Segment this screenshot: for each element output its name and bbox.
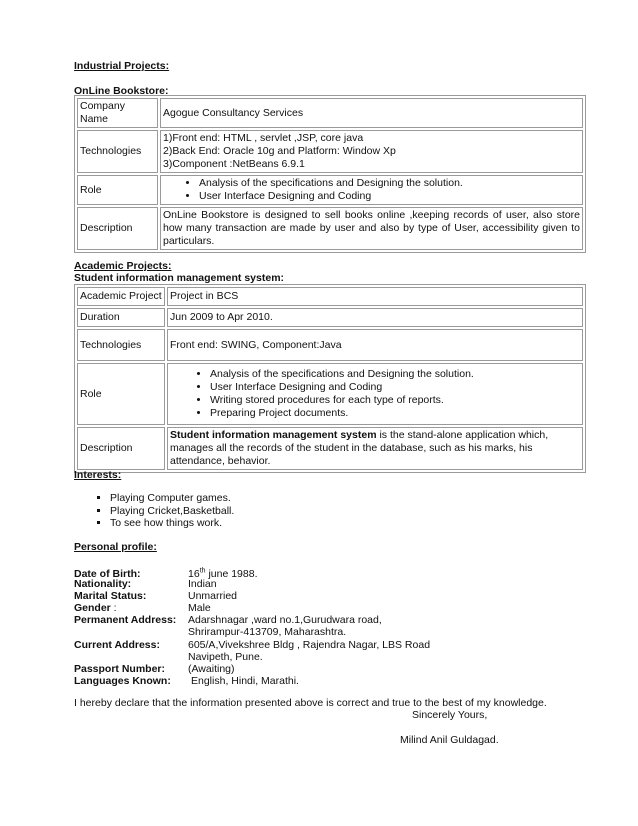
description-value: OnLine Bookstore is designed to sell books online ,keeping records of user, also store how many transaction are made by user and also by type of User, accessibility given to particulars.: [160, 207, 583, 250]
nationality-row: [74, 578, 217, 590]
gender-row: [74, 602, 211, 614]
description-project-name: Student information management system: [170, 429, 377, 441]
marital-status-value: Unmarried: [188, 590, 238, 602]
table-row: [77, 175, 583, 205]
academic-project-title: Student information management system:: [74, 272, 285, 284]
regards: Sincerely Yours,: [412, 709, 488, 721]
role-label: Role: [77, 175, 158, 205]
interests-heading: Interests:: [74, 469, 122, 481]
dob-rest: june 1988.: [205, 567, 258, 580]
description-value: [167, 427, 583, 470]
academic-project-value: Project in BCS: [167, 287, 583, 306]
current-address-label: Current Address:: [74, 639, 160, 651]
industrial-project-title: OnLine Bookstore:: [74, 85, 169, 97]
permanent-address-line2: Shrirampur-413709, Maharashtra.: [188, 626, 347, 639]
passport-value: (Awaiting): [188, 663, 235, 675]
permanent-address-line1: Adarshnagar ,ward no.1,Gurudwara road,: [188, 614, 382, 626]
duration-label: Duration: [77, 308, 165, 327]
description-label: Description: [77, 427, 165, 470]
industrial-project-table: [74, 95, 586, 253]
industrial-projects-heading: Industrial Projects:: [74, 60, 170, 72]
current-address-line1: 605/A,Vivekshree Bldg , Rajendra Nagar, LBS Road: [188, 639, 431, 651]
list-item: • Analysis of the specifications and Designing the solution.: [210, 368, 580, 381]
passport-label: Passport Number:: [74, 663, 166, 675]
permanent-address-label: Permanent Address:: [74, 614, 177, 626]
nationality-value: Indian: [188, 578, 217, 590]
permanent-address-row: [74, 614, 382, 639]
list-item: • User Interface Designing and Coding: [199, 190, 580, 203]
company-name-value: Agogue Consultancy Services: [160, 98, 583, 128]
current-address-row: [74, 639, 430, 664]
list-item: • User Interface Designing and Coding: [210, 381, 580, 394]
signature-name: Milind Anil Guldagad.: [400, 734, 499, 746]
list-item: • Preparing Project documents.: [210, 407, 580, 420]
list-item: • Writing stored procedures for each type of reports.: [210, 394, 580, 407]
academic-project-label: Academic Project: [77, 287, 165, 306]
list-item: ▪ To see how things work.: [110, 517, 374, 530]
list-item: ▪ Playing Cricket,Basketball.: [110, 505, 374, 518]
role-label: Role: [77, 363, 165, 425]
technologies-value: Front end: SWING, Component:Java: [167, 329, 583, 361]
passport-row: [74, 663, 235, 675]
role-value: [167, 363, 583, 425]
declaration: I hereby declare that the information presented above is correct and true to the best of my knowledge.: [74, 697, 547, 709]
table-row: [77, 207, 583, 250]
table-row: [77, 329, 583, 361]
table-row: [77, 427, 583, 470]
dob-suffix: th: [199, 567, 206, 574]
table-row: [77, 130, 583, 173]
table-row: [77, 363, 583, 425]
nationality-label: Nationality:: [74, 578, 132, 590]
dob-label: Date of Birth:: [74, 567, 141, 580]
academic-project-table: [74, 284, 586, 473]
languages-label: Languages Known:: [74, 675, 171, 687]
marital-status-row: [74, 590, 237, 602]
languages-value: English, Hindi, Marathi.: [191, 675, 299, 687]
duration-value: Jun 2009 to Apr 2010.: [167, 308, 583, 327]
technology-line: 3)Component :NetBeans 6.9.1: [163, 158, 305, 170]
description-text: is the stand-alone application which, manages all the records of the student in the database, such as his marks, his attendance, behavior.: [170, 429, 549, 467]
gender-label: Gender: [74, 602, 111, 614]
technology-line: 1)Front end: HTML , servlet ,JSP, core java: [163, 132, 364, 144]
marital-status-label: Marital Status:: [74, 590, 147, 602]
technologies-label: Technologies: [77, 329, 165, 361]
interests-list: [74, 492, 374, 530]
table-row: [77, 308, 583, 327]
role-value: [160, 175, 583, 205]
technology-line: 2)Back End: Oracle 10g and Platform: Window Xp: [163, 145, 396, 157]
company-name-label: Company Name: [77, 98, 158, 128]
gender-value: Male: [188, 602, 211, 614]
personal-profile-heading: Personal profile:: [74, 541, 157, 553]
description-label: Description: [77, 207, 158, 250]
languages-row: [74, 675, 299, 687]
academic-projects-heading: Academic Projects:: [74, 260, 172, 272]
list-item: ▪ Playing Computer games.: [110, 492, 374, 505]
table-row: [77, 98, 583, 128]
table-row: [77, 287, 583, 306]
technologies-label: Technologies: [77, 130, 158, 173]
dob-day: 16: [188, 567, 200, 580]
technologies-value: [160, 130, 583, 173]
current-address-line2: Navipeth, Pune.: [188, 651, 263, 664]
gender-colon: :: [110, 602, 117, 614]
list-item: • Analysis of the specifications and Designing the solution.: [199, 177, 580, 190]
